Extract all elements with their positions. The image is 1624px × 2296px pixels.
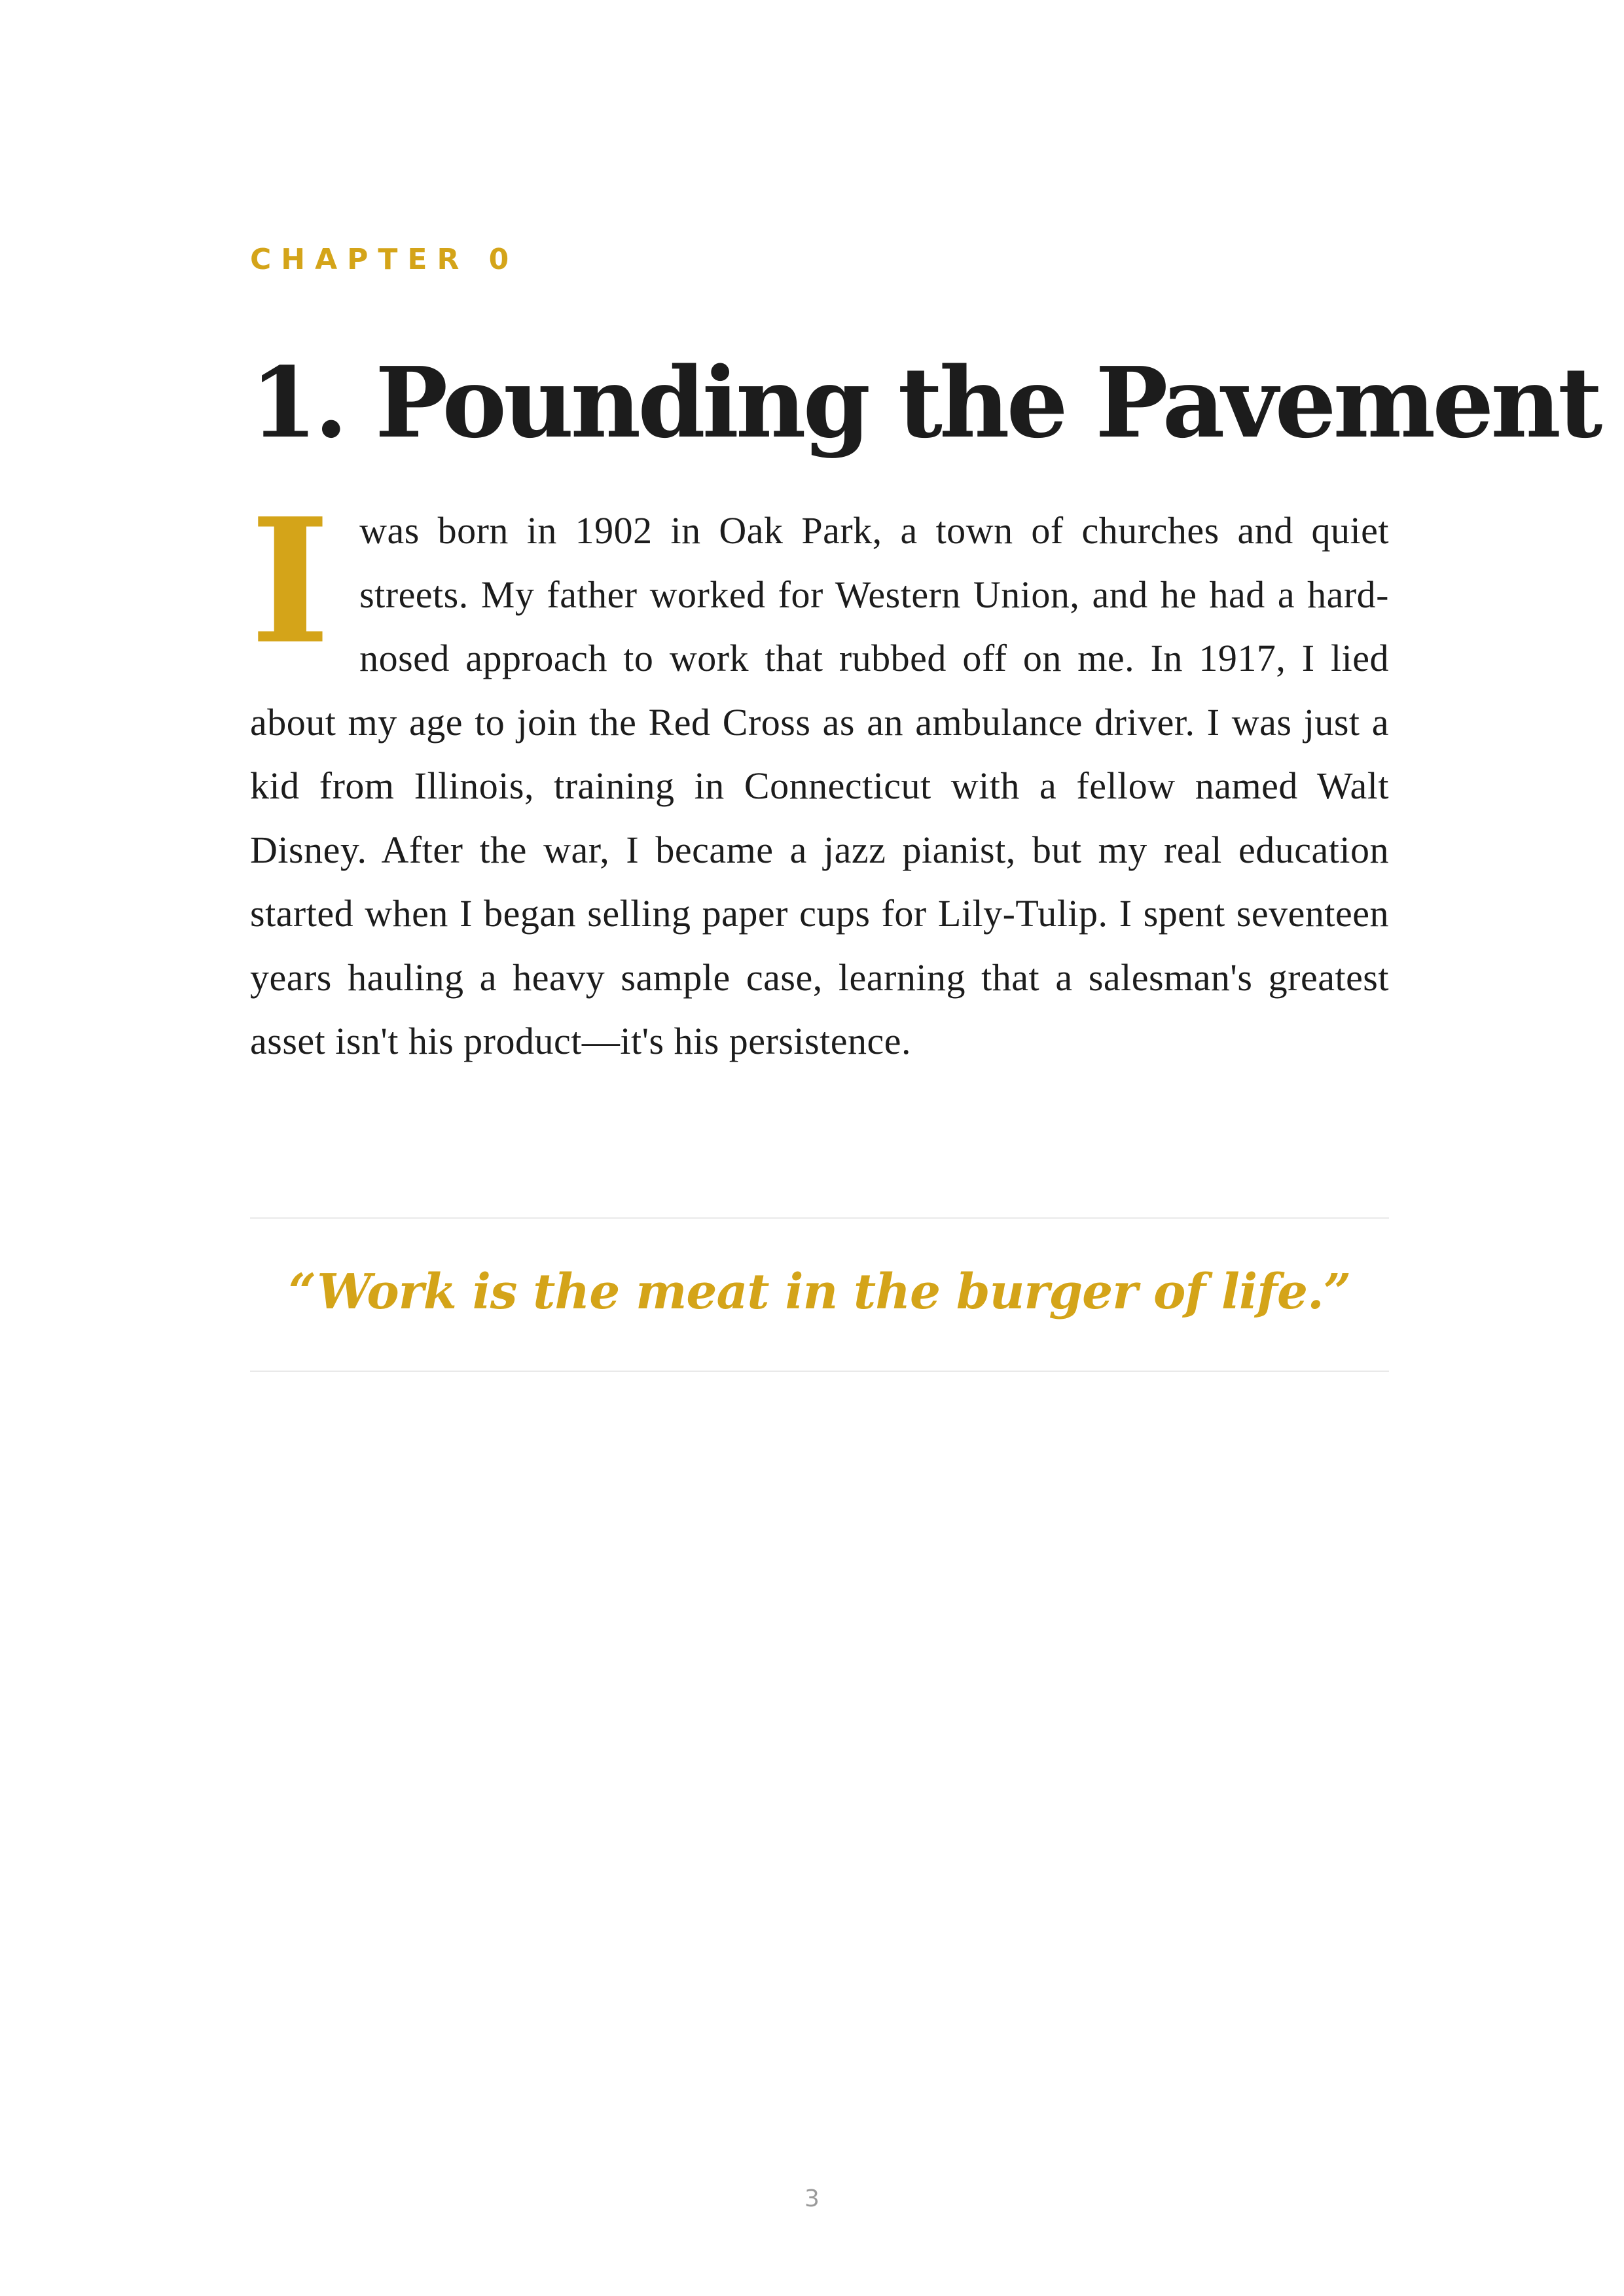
chapter-label: CHAPTER 0 <box>250 243 519 276</box>
chapter-title: 1. Pounding the Pavement <box>250 346 1600 459</box>
drop-cap: I <box>250 480 331 682</box>
body-text: was born in 1902 in Oak Park, a town of churches and quiet streets. My father worked for Western Union, and he had a hard-nosed approach to work that rubbed off on me. In 1917, I lied about my age to join the Red Cross as an ambulance driver. I was just a kid from Illinois, training in Connecticut with a fellow named Walt Disney. After the war, I became a jazz pianist, but my real education started when I began selling paper cups for Lily-Tulip. I spent seventeen years hauling a heavy sample case, learning that a salesman's greatest asset isn't his product—it's his persistence. <box>250 509 1389 1062</box>
pull-quote: “Work is the meat in the burger of life.” <box>288 1264 1351 1320</box>
body-paragraph <box>250 480 1389 1073</box>
quote-divider-top <box>250 1217 1389 1219</box>
page-number: 3 <box>804 2185 820 2212</box>
chapter-content <box>250 242 1600 1320</box>
quote-divider-bottom <box>250 1371 1389 1372</box>
